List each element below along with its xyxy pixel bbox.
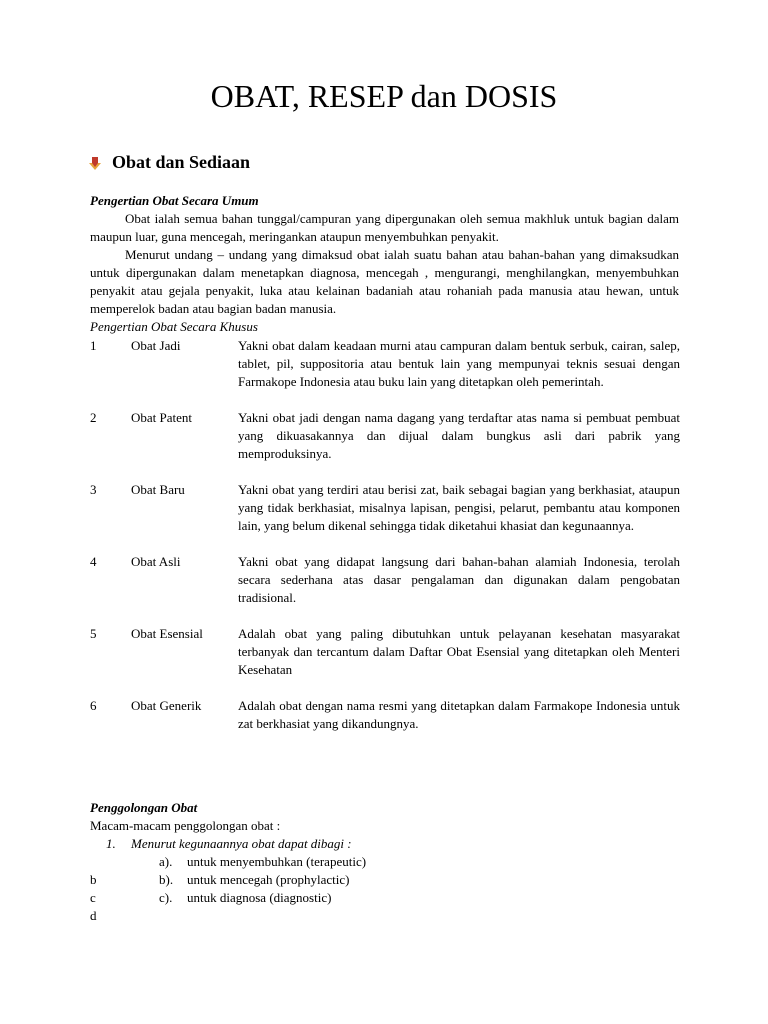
definition-list — [90, 337, 680, 751]
item-term: Obat Generik — [131, 698, 202, 713]
item-number: 2 — [90, 410, 97, 425]
special-definition-heading: Pengertian Obat Secara Khusus — [90, 319, 258, 334]
item-number: 6 — [90, 698, 97, 713]
item-number: 1 — [90, 338, 97, 353]
option-marker: d — [90, 908, 97, 923]
section-heading-text: Obat dan Sediaan — [112, 152, 251, 172]
option-text: untuk diagnosa (diagnostic) — [187, 890, 332, 905]
option-text: untuk mencegah (prophylactic) — [187, 872, 350, 887]
item-term: Obat Jadi — [131, 338, 181, 353]
item-term: Obat Asli — [131, 554, 181, 569]
general-definition-body — [90, 210, 679, 318]
option-key: b). — [159, 872, 174, 887]
page-title: OBAT, RESEP dan DOSIS — [210, 78, 558, 114]
item-number: 5 — [90, 626, 97, 641]
item-definition: Yakni obat dalam keadaan murni atau campuran dalam bentuk serbuk, cairan, salep, tablet, pil, suppositoria atau bentuk lain yang mempunyai teknis sesuai dengan Farmakope Indonesia atau buku lain yang ditetapkan oleh pemerintah. — [238, 338, 680, 389]
option-text: untuk menyembuhkan (terapeutic) — [187, 854, 367, 869]
item-definition: Yakni obat yang terdiri atau berisi zat, baik sebagai bagian yang berkhasiat, ataupun yang tidak berkhasiat, misalnya lapisan, pengisi, pelarut, pembantu atau komponen lain, yang belum dikenal sehingga tidak diketahui khasiat dan kegunaannya. — [238, 482, 680, 533]
general-paragraph-1: Obat ialah semua bahan tunggal/campuran yang dipergunakan oleh semua makhluk untuk bagian dalam maupun luar, guna mencegah, meringankan ataupun menyembuhkan penyakit. — [90, 211, 679, 244]
item-definition: Adalah obat dengan nama resmi yang ditetapkan dalam Farmakope Indonesia untuk zat berkhasiat yang dikandungnya. — [238, 698, 680, 731]
option-marker: b — [90, 872, 97, 887]
general-paragraph-2: Menurut undang – undang yang dimaksud obat ialah suatu bahan atau bahan-bahan yang dimaksudkan untuk dipergunakan dalam menetapkan diagnosa, mencegah , mengurangi, menghilangkan, menyembuhkan penyakit atau gejala penyakit, luka atau kelainan badaniah atau rohaniah pada manusia atau hewan, untuk memperelok badan atau bagian badan manusia. — [90, 247, 679, 316]
item-definition: Adalah obat yang paling dibutuhkan untuk pelayanan kesehatan masyarakat terbanyak dan tercantum dalam Daftar Obat Esensial yang ditetapkan oleh Menteri Kesehatan — [238, 626, 680, 677]
list-item — [90, 697, 680, 733]
section-heading — [88, 150, 250, 174]
list-item — [90, 553, 680, 607]
list-item — [90, 409, 680, 463]
classification-item — [106, 835, 352, 853]
option-key: a). — [159, 854, 173, 869]
general-definition-heading: Pengertian Obat Secara Umum — [90, 193, 259, 208]
option-marker: c — [90, 890, 96, 905]
list-item — [90, 337, 680, 391]
option-key: c). — [159, 890, 173, 905]
item-term: Obat Baru — [131, 482, 185, 497]
item-number: 4 — [90, 554, 97, 569]
classification-intro: Macam-macam penggolongan obat : — [90, 818, 281, 833]
item-definition: Yakni obat jadi dengan nama dagang yang terdaftar atas nama si pembuat pembuat yang dikuasakannya dan dijual dalam bungkus asli dari pabrik yang memproduksinya. — [238, 410, 680, 461]
list-item — [90, 625, 680, 679]
item-term: Obat Patent — [131, 410, 193, 425]
classification-heading: Penggolongan Obat — [90, 800, 198, 815]
item-definition: Yakni obat yang didapat langsung dari bahan-bahan alamiah Indonesia, terolah secara sederhana atas dasar pengalaman dan digunakan dalam pengobatan tradisional. — [238, 554, 680, 605]
item-number: 3 — [90, 482, 97, 497]
list-item — [90, 481, 680, 535]
arrow-bullet-icon — [88, 154, 102, 170]
classification-item-number: 1. — [106, 836, 116, 851]
classification-item-text: Menurut kegunaannya obat dapat dibagi : — [131, 836, 352, 851]
item-term: Obat Esensial — [131, 626, 203, 641]
